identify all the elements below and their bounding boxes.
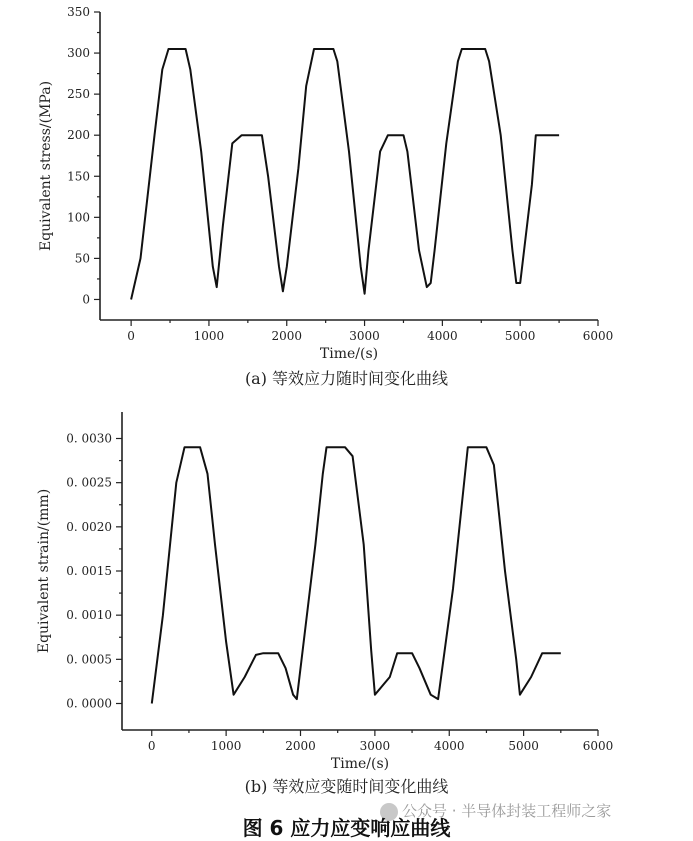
- strain-y-tick-label: 0. 0005: [66, 652, 112, 667]
- strain-x-tick-label: 2000: [285, 739, 316, 753]
- stress-x-tick-label: 4000: [427, 329, 458, 343]
- stress-chart: [0, 0, 693, 365]
- stress-y-tick-label: 50: [74, 251, 90, 266]
- stress-x-axis-title: Time/(s): [319, 346, 379, 362]
- stress-y-tick-label: 200: [67, 128, 90, 143]
- watermark-text: 公众号 · 半导体封装工程师之家: [402, 802, 612, 820]
- stress-y-tick-label: 100: [67, 210, 90, 225]
- stress-y-axis-title: Equivalent stress/(MPa): [38, 80, 54, 252]
- strain-y-tick-label: 0. 0020: [66, 519, 112, 534]
- stress-x-tick-label: 6000: [582, 329, 614, 343]
- stress-y-tick-label: 250: [67, 87, 90, 102]
- caption-stress: (a) 等效应力随时间变化曲线: [244, 369, 449, 388]
- strain-series-line: [152, 447, 561, 703]
- strain-y-tick-label: 0. 0030: [66, 431, 112, 446]
- stress-x-tick-label: 1000: [193, 329, 225, 343]
- strain-y-tick-label: 0. 0025: [66, 475, 112, 490]
- stress-series-line: [131, 49, 559, 300]
- strain-x-tick-label: 3000: [359, 739, 391, 753]
- strain-y-tick-label: 0. 0015: [66, 564, 112, 578]
- figure-title: 图 6 应力应变响应曲线: [242, 816, 451, 840]
- strain-x-tick-label: 0: [147, 739, 156, 753]
- strain-x-tick-label: 1000: [210, 739, 242, 753]
- strain-chart: [0, 400, 693, 775]
- stress-x-tick-label: 2000: [271, 329, 303, 343]
- strain-y-axis-title: Equivalent strain/(mm): [36, 488, 52, 654]
- stress-y-tick-label: 350: [67, 5, 90, 19]
- stress-x-tick-label: 3000: [349, 329, 380, 343]
- strain-y-tick-label: 0. 0010: [66, 608, 112, 623]
- stress-x-tick-label: 5000: [504, 329, 536, 343]
- stress-y-tick-label: 0: [82, 292, 90, 307]
- stress-x-tick-label: 0: [127, 329, 135, 343]
- strain-x-tick-label: 4000: [433, 739, 465, 753]
- caption-strain: (b) 等效应变随时间变化曲线: [244, 777, 449, 796]
- strain-x-tick-label: 5000: [508, 739, 539, 753]
- strain-y-tick-label: 0. 0000: [66, 696, 112, 711]
- strain-x-axis-title: Time/(s): [330, 756, 390, 772]
- stress-y-tick-label: 300: [67, 46, 90, 61]
- strain-x-tick-label: 6000: [582, 739, 614, 753]
- stress-y-tick-label: 150: [67, 169, 90, 184]
